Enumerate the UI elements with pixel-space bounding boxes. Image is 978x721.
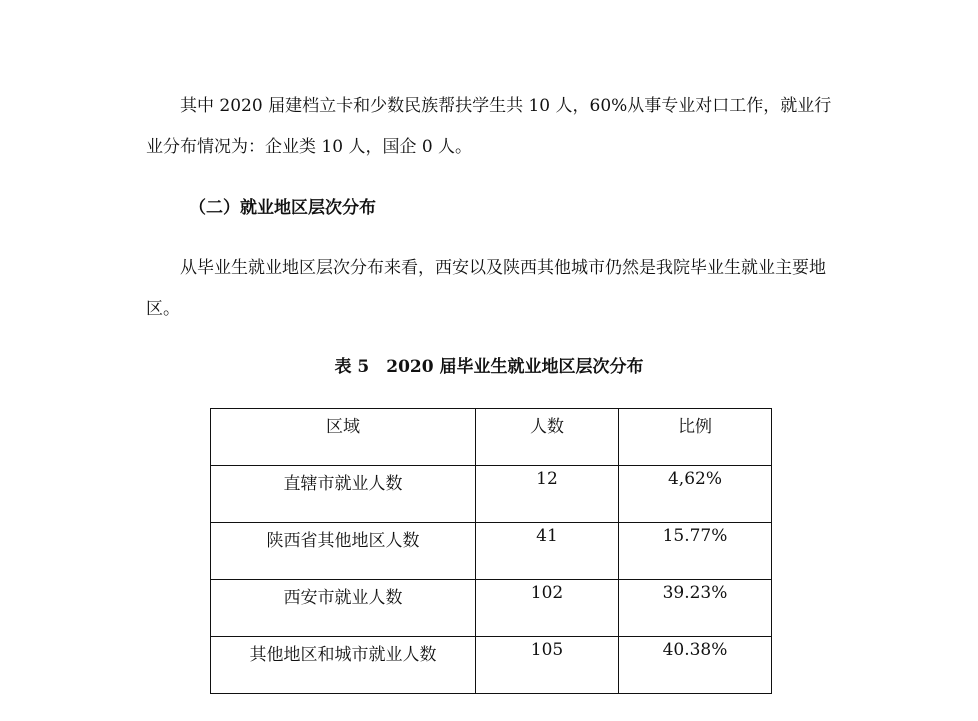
cell-count: 12 (476, 466, 619, 523)
header-ratio: 比例 (619, 409, 772, 466)
cell-ratio: 15.77% (619, 523, 772, 580)
header-region: 区域 (211, 409, 476, 466)
table-caption: 表 5 2020 届毕业生就业地区层次分布 (334, 357, 644, 377)
cell-count: 105 (476, 637, 619, 694)
section-heading: （二）就业地区层次分布 (189, 198, 376, 218)
cell-region: 西安市就业人数 (211, 580, 476, 637)
cell-ratio: 40.38% (619, 637, 772, 694)
table-row (211, 580, 772, 637)
cell-count: 102 (476, 580, 619, 637)
cell-region: 直辖市就业人数 (211, 466, 476, 523)
cell-ratio: 39.23% (619, 580, 772, 637)
region-distribution-table (210, 408, 772, 694)
cell-region: 其他地区和城市就业人数 (211, 637, 476, 694)
table-row (211, 637, 772, 694)
table-header-row (211, 409, 772, 466)
paragraph-region-summary: 从毕业生就业地区层次分布来看，西安以及陕西其他城市仍然是我院毕业生就业主要地区。 (146, 258, 826, 319)
header-count: 人数 (476, 409, 619, 466)
paragraph-poverty-students: 其中 2020 届建档立卡和少数民族帮扶学生共 10 人，60%从事专业对口工作，就业行业分布情况为：企业类 10 人，国企 0 人。 (146, 96, 832, 157)
table-row (211, 523, 772, 580)
cell-region: 陕西省其他地区人数 (211, 523, 476, 580)
cell-ratio: 4,62% (619, 466, 772, 523)
table-row (211, 466, 772, 523)
cell-count: 41 (476, 523, 619, 580)
